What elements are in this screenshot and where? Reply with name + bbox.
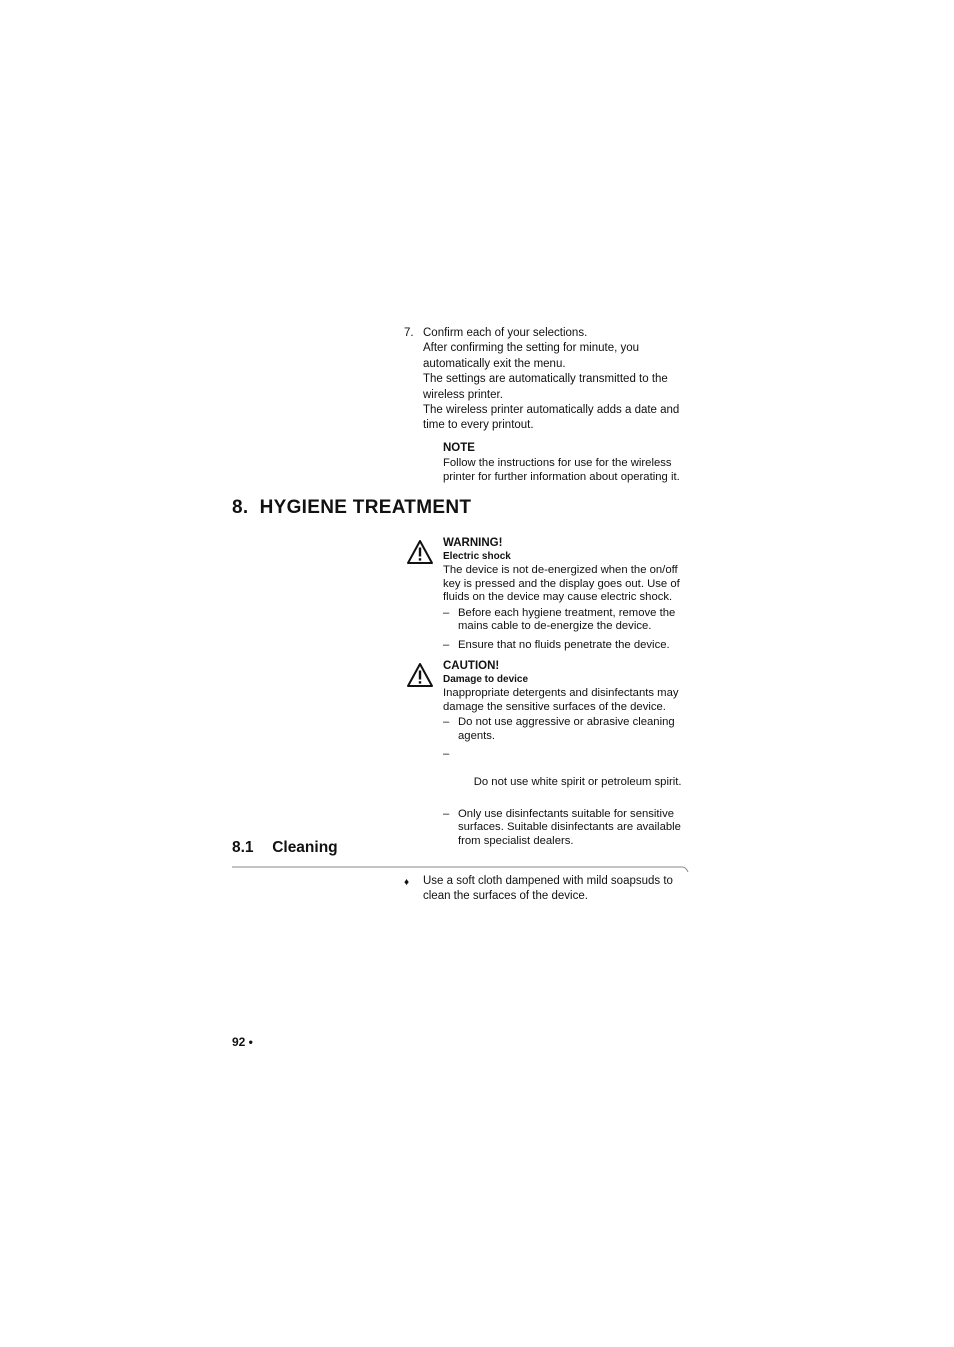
caution-text: Inappropriate detergents and disinfectants may damage the sensitive surfaces of the device.: [443, 687, 679, 713]
note-block: [443, 441, 695, 484]
page-number: 92 •: [232, 1035, 253, 1049]
list-item-text: Ensure that no fluids penetrate the device.: [458, 638, 670, 651]
list-item-text: Do not use white spirit or petroleum spirit.: [470, 775, 682, 788]
subsection-heading: [232, 839, 338, 857]
list-item-text: Do not use aggressive or abrasive cleaning agents.: [458, 716, 675, 742]
list-item: [443, 607, 693, 634]
warning-subtitle: Electric shock: [443, 551, 511, 562]
step-7-text: Confirm each of your selections.: [423, 327, 588, 339]
cleaning-text: Use a soft cloth dampened with mild soapsuds to clean the surfaces of the device.: [423, 875, 673, 903]
step-number: 7.: [404, 327, 414, 339]
step-7-para-1: After confirming the setting for minute, you automatically exit the menu.: [423, 342, 640, 370]
step-7-para-3: The wireless printer automatically adds a date and time to every printout.: [423, 404, 680, 432]
note-title: NOTE: [443, 442, 475, 454]
warning-triangle-icon: [406, 539, 434, 570]
list-item: [443, 716, 693, 743]
caution-title: CAUTION!: [443, 660, 500, 672]
warning-text: The device is not de-energized when the on/off key is pressed and the display goes out. Use of fluids on the device may cause electric shock.: [443, 564, 680, 604]
note-text: Follow the instructions for use for the wireless printer for further information about operating it.: [443, 457, 680, 483]
subsection-number: 8.1: [232, 839, 254, 856]
list-item: [443, 639, 693, 653]
dash: –: [443, 807, 450, 820]
warning-title: WARNING!: [443, 537, 503, 549]
bullet-diamond-icon: ♦: [404, 877, 410, 888]
list-item-text: Only use disinfectants suitable for sensitive surfaces. Suitable disinfectants are available from specialist dealers.: [458, 807, 681, 847]
step-7-para-2: The settings are automatically transmitted to the wireless printer.: [423, 373, 668, 401]
subsection-title: Cleaning: [272, 839, 338, 856]
section-heading: 8. HYGIENE TREATMENT: [232, 497, 472, 518]
list-item-text: Before each hygiene treatment, remove the mains cable to de-energize the device.: [458, 606, 676, 633]
warning-triangle-icon: [406, 662, 434, 693]
list-item: [443, 748, 693, 802]
dash: –: [443, 606, 450, 619]
caution-block: [443, 659, 693, 849]
dash: –: [443, 748, 450, 761]
list-item: [443, 808, 693, 849]
cleaning-block: [423, 874, 693, 905]
dash: –: [443, 716, 450, 729]
step-7-block: [423, 326, 693, 434]
caution-subtitle: Damage to device: [443, 674, 529, 685]
dash: –: [443, 638, 450, 651]
warning-block: [443, 536, 693, 653]
